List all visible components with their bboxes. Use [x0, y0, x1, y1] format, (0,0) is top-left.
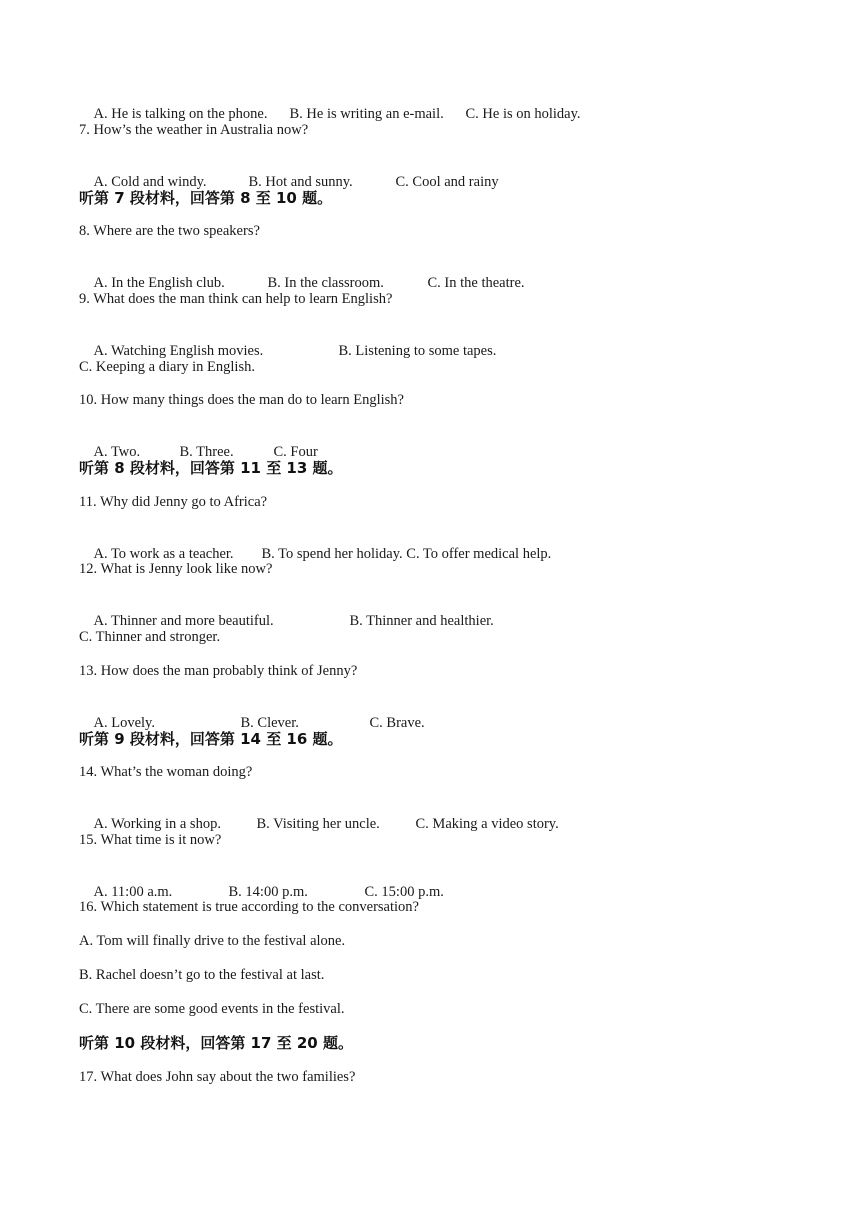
- section-heading-8: 听第 8 段材料，回答第 11 至 13 题。: [79, 459, 343, 477]
- q13-option-c: C. Brave.: [369, 715, 425, 731]
- section-heading-7: 听第 7 段材料，回答第 8 至 10 题。: [79, 189, 333, 207]
- q7-option-c: C. Cool and rainy: [395, 174, 499, 190]
- q13-option-b: B. Clever.: [240, 715, 299, 731]
- section-heading-9: 听第 9 段材料，回答第 14 至 16 题。: [79, 730, 343, 748]
- q8-option-a: A. In the English club.: [93, 275, 225, 291]
- q16-option-c: C. There are some good events in the festival.: [79, 1001, 345, 1017]
- q10-option-c: C. Four: [273, 444, 318, 460]
- q7-option-a: A. Cold and windy.: [93, 174, 207, 190]
- q9-option-b: B. Listening to some tapes.: [338, 343, 497, 359]
- q12-question: 12. What is Jenny look like now?: [79, 561, 273, 577]
- q16-question: 16. Which statement is true according to the conversation?: [79, 899, 419, 915]
- q6-option-b: B. He is writing an e-mail.: [289, 106, 444, 122]
- q10-question: 10. How many things does the man do to learn English?: [79, 392, 404, 408]
- q15-option-b: B. 14:00 p.m.: [228, 884, 308, 900]
- q8-option-b: B. In the classroom.: [267, 275, 384, 291]
- q10-option-a: A. Two.: [93, 444, 141, 460]
- q15-option-c: C. 15:00 p.m.: [364, 884, 444, 900]
- q16-option-b: B. Rachel doesn’t go to the festival at last.: [79, 967, 325, 983]
- q17-question: 17. What does John say about the two families?: [79, 1069, 356, 1085]
- q15-question: 15. What time is it now?: [79, 832, 222, 848]
- q11-question: 11. Why did Jenny go to Africa?: [79, 494, 268, 510]
- q12-option-a: A. Thinner and more beautiful.: [93, 613, 274, 629]
- q7-option-b: B. Hot and sunny.: [248, 174, 353, 190]
- q6-option-a: A. He is talking on the phone.: [93, 106, 268, 122]
- q11-option-a: A. To work as a teacher.: [93, 546, 234, 562]
- q13-question: 13. How does the man probably think of Jenny?: [79, 663, 358, 679]
- q16-option-a: A. Tom will finally drive to the festival alone.: [79, 933, 346, 949]
- q9-question: 9. What does the man think can help to learn English?: [79, 291, 393, 307]
- q8-question: 8. Where are the two speakers?: [79, 223, 260, 239]
- q9-option-a: A. Watching English movies.: [93, 343, 264, 359]
- q13-option-a: A. Lovely.: [93, 715, 155, 731]
- q9-option-c: C. Keeping a diary in English.: [79, 359, 255, 375]
- q14-option-b: B. Visiting her uncle.: [256, 816, 380, 832]
- q10-option-b: B. Three.: [179, 444, 234, 460]
- q6-option-c: C. He is on holiday.: [465, 106, 581, 122]
- section-heading-10: 听第 10 段材料，回答第 17 至 20 题。: [79, 1034, 353, 1052]
- q14-question: 14. What’s the woman doing?: [79, 764, 253, 780]
- q15-option-a: A. 11:00 a.m.: [93, 884, 173, 900]
- q12-option-c: C. Thinner and stronger.: [79, 629, 221, 645]
- q14-option-c: C. Making a video story.: [415, 816, 559, 832]
- q11-option-bc: B. To spend her holiday. C. To offer medical help.: [261, 546, 552, 562]
- q14-option-a: A. Working in a shop.: [93, 816, 221, 832]
- q8-option-c: C. In the theatre.: [427, 275, 525, 291]
- q12-option-b: B. Thinner and healthier.: [349, 613, 494, 629]
- q7-question: 7. How’s the weather in Australia now?: [79, 122, 309, 138]
